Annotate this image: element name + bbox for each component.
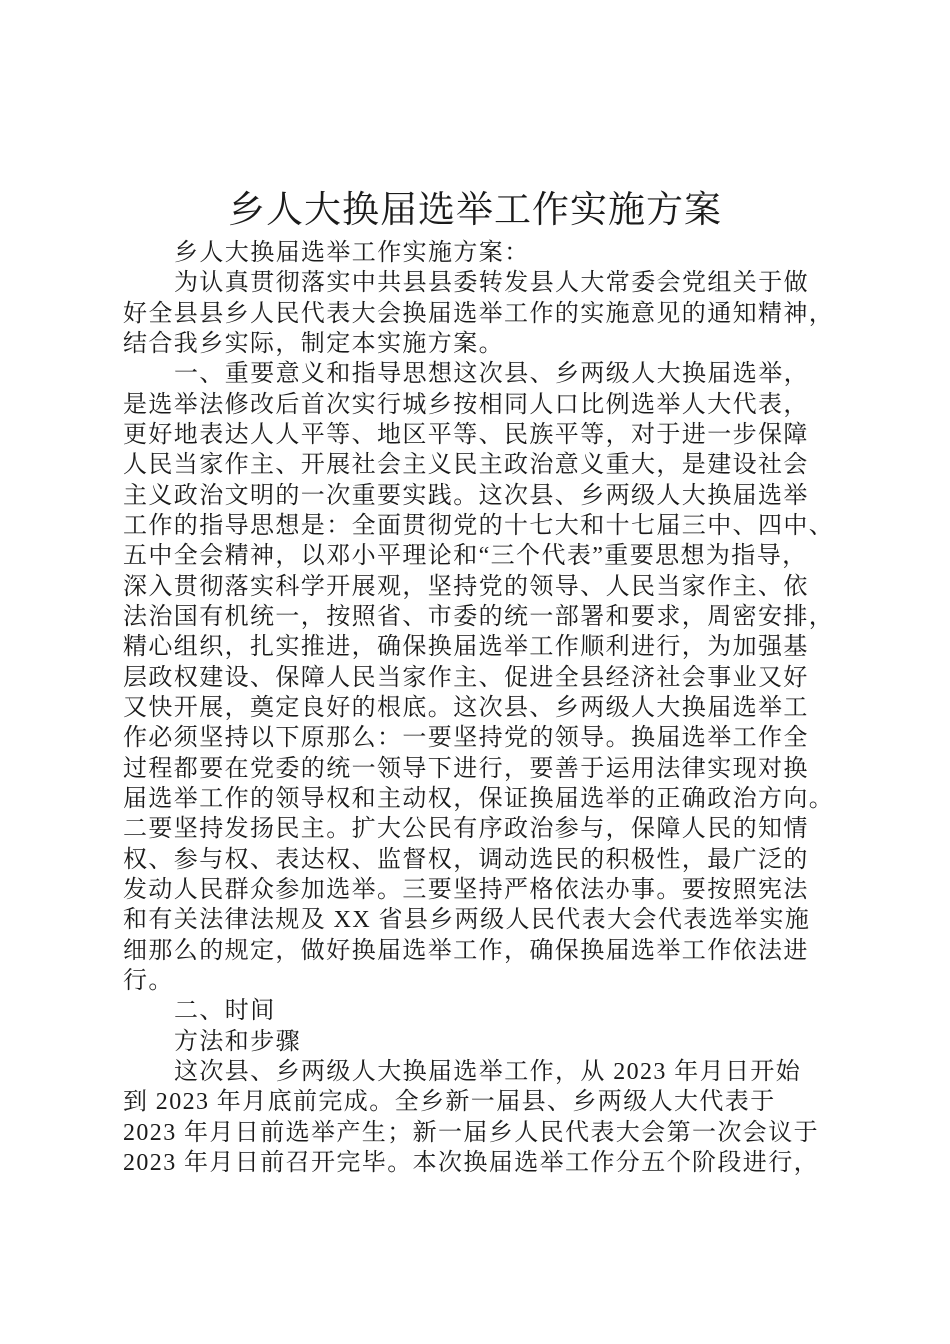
text-line: 届选举工作的领导权和主动权，保证换届选举的正确政治方向。 — [123, 785, 835, 812]
text-line: 深入贯彻落实科学开展观，坚持党的领导、人民当家作主、依 — [123, 573, 809, 600]
text-line: 权、参与权、表达权、监督权，调动选民的积极性，最广泛的 — [123, 846, 809, 873]
text-line: 2023 年月日前选举产生；新一届乡人民代表大会第一次会议于 — [123, 1119, 819, 1146]
text-line: 和有关法律法规及 XX 省县乡两级人民代表大会代表选举实施 — [123, 907, 811, 934]
text-line: 结合我乡实际，制定本实施方案。 — [123, 330, 504, 357]
document-body — [123, 238, 835, 1178]
text-line: 是选举法修改后首次实行城乡按相同人口比例选举人大代表， — [123, 391, 809, 418]
text-line: 更好地表达人人平等、地区平等、民族平等，对于进一步保障 — [123, 421, 809, 448]
text-line: 方法和步骤 — [174, 1028, 301, 1055]
text-line: 主义政治文明的一次重要实践。这次县、乡两级人大换届选举 — [123, 482, 809, 509]
text-line: 细那么的规定，做好换届选举工作，确保换届选举工作依法进 — [123, 937, 809, 964]
text-line: 行。 — [123, 967, 174, 994]
text-line: 过程都要在党委的统一领导下进行，要善于运用法律实现对换 — [123, 755, 809, 782]
text-line: 好全县县乡人民代表大会换届选举工作的实施意见的通知精神， — [123, 300, 835, 327]
text-line: 乡人大换届选举工作实施方案： — [174, 240, 530, 266]
text-line: 又快开展，奠定良好的根底。这次县、乡两级人大换届选举工 — [123, 694, 809, 721]
text-line: 人民当家作主、开展社会主义民主政治意义重大，是建设社会 — [123, 452, 809, 479]
text-line: 到 2023 年月底前完成。全乡新一届县、乡两级人大代表于 — [123, 1089, 776, 1116]
text-line: 二、时间 — [174, 998, 276, 1025]
text-line: 2023 年月日前召开完毕。本次换届选举工作分五个阶段进行， — [123, 1149, 819, 1176]
text-line: 五中全会精神，以邓小平理论和“三个代表”重要思想为指导， — [123, 543, 808, 570]
text-line: 法治国有机统一，按照省、市委的统一部署和要求，周密安排， — [123, 603, 835, 630]
text-line: 为认真贯彻落实中共县县委转发县人大常委会党组关于做 — [174, 270, 809, 297]
text-line: 这次县、乡两级人大换届选举工作，从 2023 年月日开始 — [174, 1058, 802, 1085]
text-line: 作必须坚持以下原那么：一要坚持党的领导。换届选举工作全 — [123, 725, 809, 752]
text-line: 发动人民群众参加选举。三要坚持严格依法办事。要按照宪法 — [123, 876, 809, 903]
text-line: 一、重要意义和指导思想这次县、乡两级人大换届选举， — [174, 361, 809, 388]
document-title: 乡人大换届选举工作实施方案 — [228, 190, 722, 231]
text-line: 二要坚持发扬民主。扩大公民有序政治参与，保障人民的知情 — [123, 816, 809, 843]
text-line: 工作的指导思想是：全面贯彻党的十七大和十七届三中、四中、 — [123, 512, 835, 539]
text-line: 精心组织，扎实推进，确保换届选举工作顺利进行，为加强基 — [123, 634, 809, 661]
text-line: 层政权建设、保障人民当家作主、促进全县经济社会事业又好 — [123, 664, 809, 691]
